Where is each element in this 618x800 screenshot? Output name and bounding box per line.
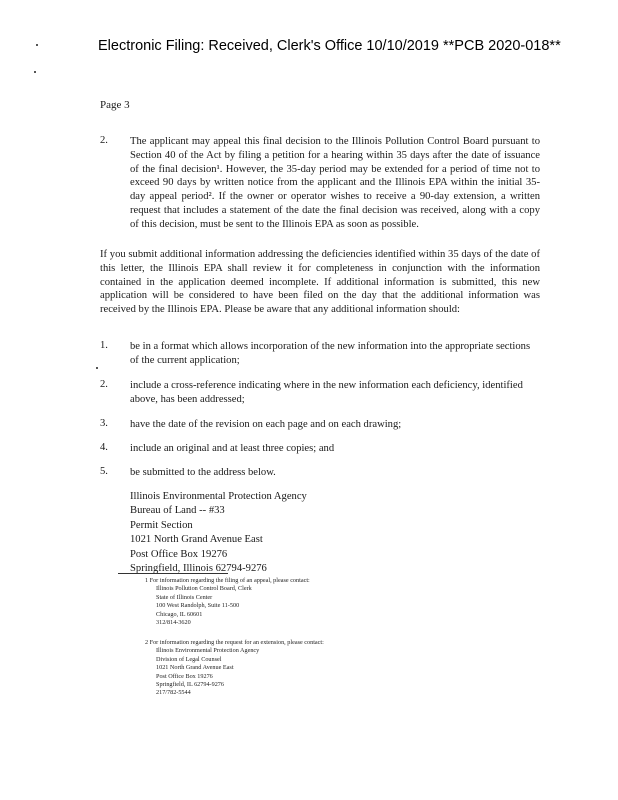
- list-item-number: 2.: [100, 379, 108, 390]
- address-line: Bureau of Land -- #33: [130, 505, 225, 517]
- item-number: 2.: [100, 135, 108, 146]
- list-item-text: include an original and at least three copies; and: [130, 443, 335, 454]
- footnote-1: [145, 577, 310, 627]
- footnote-line: Chicago, IL 60601: [156, 610, 203, 618]
- list-item-text: be in a format which allows incorporation of the new information into the appropriate sections of the current application;: [130, 341, 531, 366]
- mailing-address: [130, 490, 307, 576]
- address-line: Springfield, Illinois 62794-9276: [130, 563, 267, 575]
- scan-speck: [34, 71, 36, 73]
- list-item-number: 3.: [100, 418, 108, 429]
- appeal-paragraph: The applicant may appeal this final decision to the Illinois Pollution Control Board pursuant to Section 40 of the Act by filing a petition for a hearing within 35 days after the date of issuance of the final decision¹. However, the 35-day period may be extended for a period of time not to exceed 90 days by written notice from the applicant and the Illinois EPA within the initial 35-day appeal period². If the owner or operator wishes to receive a 90-day extension, a written request that includes a statement of the date the final decision was received, along with a copy of this decision, must be sent to the Illinois EPA as soon as possible.: [130, 136, 540, 230]
- list-item-text: be submitted to the address below.: [130, 467, 276, 478]
- list-item-number: 1.: [100, 340, 108, 351]
- page-number: Page 3: [100, 99, 130, 111]
- footnote-2: [145, 639, 324, 698]
- footnote-line: 312/814-3620: [156, 619, 191, 627]
- additional-info-paragraph: If you submit additional information addressing the deficiencies identified within 35 days of the date of this letter, the Illinois EPA shall review it for completeness in conjunction with the information contained in the application deemed incomplete. If additional information is submitted, this new application will be considered to have been filed on the day that the additional information was received by the Illinois EPA. Please be aware that any additional information should:: [100, 249, 540, 316]
- footnote-line: Illinois Environmental Protection Agency: [156, 647, 260, 655]
- footnote-line: Division of Legal Counsel: [156, 655, 222, 663]
- list-item-number: 4.: [100, 442, 108, 453]
- list-item-text: include a cross-reference indicating where in the new information each deficiency, identified above, has been addressed;: [130, 380, 523, 405]
- footnote-line: 1021 North Grand Avenue East: [156, 664, 234, 672]
- footnote-intro: 2 For information regarding the request for an extension, please contact:: [145, 639, 324, 646]
- footnote-line: Springfield, IL 62794-9276: [156, 681, 224, 689]
- scan-speck: [36, 44, 38, 46]
- footnote-line: Post Office Box 19276: [156, 672, 213, 680]
- footnote-intro: 1 For information regarding the filing of an appeal, please contact:: [145, 577, 310, 584]
- footnote-line: Illinois Pollution Control Board, Clerk: [156, 585, 252, 593]
- scan-speck: [96, 367, 98, 369]
- footnote-divider: [118, 573, 228, 574]
- address-line: Post Office Box 19276: [130, 548, 228, 560]
- address-line: Permit Section: [130, 519, 193, 531]
- footnote-line: 217/782-5544: [156, 689, 191, 697]
- footnote-line: State of Illinois Center: [156, 593, 213, 601]
- footnote-line: 100 West Randolph, Suite 11-500: [156, 602, 240, 610]
- list-item-text: have the date of the revision on each page and on each drawing;: [130, 419, 402, 430]
- address-line: 1021 North Grand Avenue East: [130, 534, 263, 546]
- address-line: Illinois Environmental Protection Agency: [130, 491, 307, 502]
- list-item-number: 5.: [100, 466, 108, 477]
- filing-stamp-header: Electronic Filing: Received, Clerk's Office 10/10/2019 **PCB 2020-018**: [98, 38, 561, 54]
